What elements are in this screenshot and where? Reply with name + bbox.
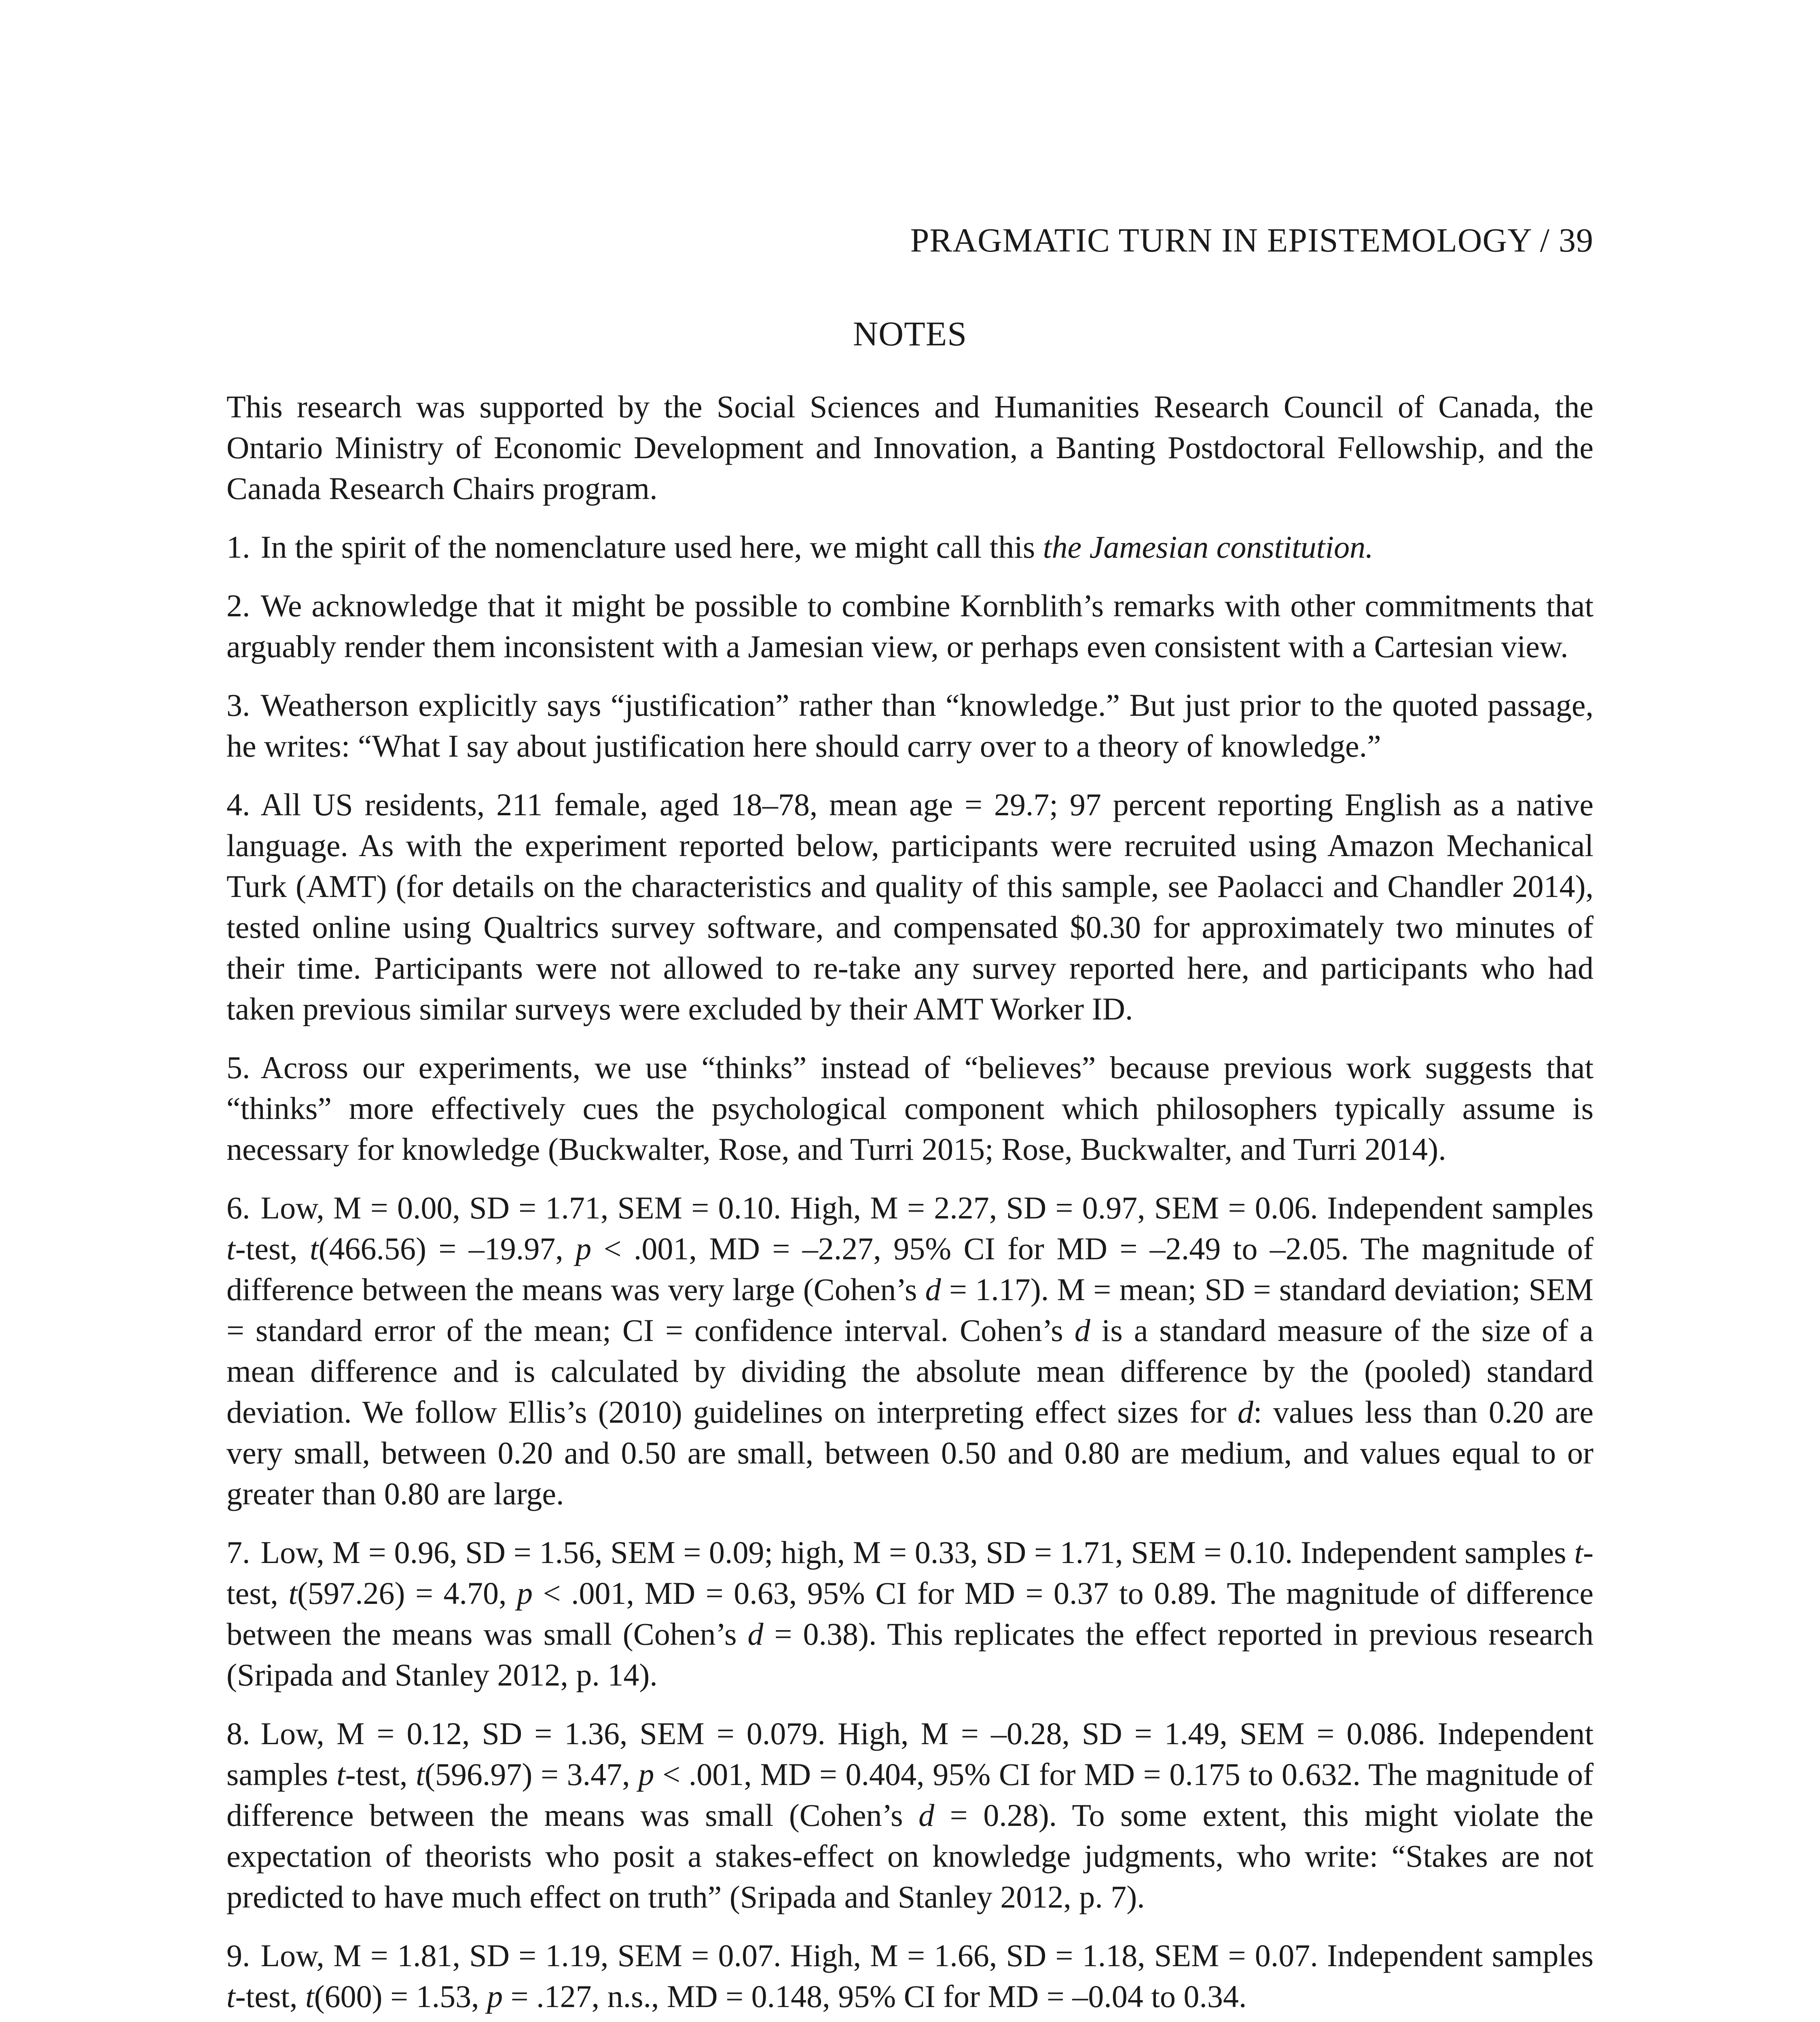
note-1	[226, 527, 1594, 567]
note-text: (596.97) = 3.47,	[424, 1757, 639, 1792]
note-text: t	[309, 1231, 319, 1266]
note-7	[226, 1532, 1594, 1695]
note-number: 8.	[226, 1716, 250, 1751]
note-5	[226, 1047, 1594, 1170]
note-text: (597.26) = 4.70,	[297, 1576, 517, 1611]
note-number: 7.	[226, 1535, 250, 1570]
note-3	[226, 685, 1594, 766]
note-number: 3.	[226, 687, 250, 723]
note-number: 2.	[226, 588, 250, 623]
notes-body	[226, 386, 1594, 2022]
note-text: d	[925, 1272, 941, 1307]
note-text: Weatherson explicitly says “justification” rather than “knowledge.” But just prior to the quoted passage, he writes: “What I say about justification here should carry over to a theory of knowledge.”	[226, 687, 1594, 764]
acknowledgment-paragraph: This research was supported by the Social Sciences and Humanities Research Council of Canada, the Ontario Ministry of Economic Development and Innovation, a Banting Postdoctoral Fellowship, and the Canada Research Chairs program.	[226, 389, 1594, 506]
note-text: p	[576, 1231, 592, 1266]
note-text: = .127, n.s., MD = 0.148, 95% CI for MD = –0.04 to 0.34.	[503, 1979, 1247, 2014]
note-text: Low, M = 0.12, SD = 1.36, SEM = 0.079. High, M = –0.28, SD = 1.49, SEM = 0.086. Independent samples	[226, 1716, 1594, 1792]
note-number: 6.	[226, 1190, 250, 1225]
note-text: < .001, MD = –2.27, 95% CI for MD = –2.49 to –2.05. The magnitude of difference between the means was very large (Cohen’s	[226, 1231, 1594, 1307]
note-text: the Jamesian constitution.	[1043, 529, 1373, 565]
note-text: = 1.17). M = mean; SD = standard deviation; SEM = standard error of the mean; CI = confidence interval. Cohen’s	[226, 1272, 1594, 1348]
note-text: (600) = 1.53,	[314, 1979, 487, 2014]
note-text: t	[305, 1979, 314, 2014]
note-text: is a standard measure of the size of a mean difference and is calculated by dividing the absolute mean difference by the (pooled) standard deviation. We follow Ellis’s (2010) guidelines on interpreting effect sizes for	[226, 1313, 1594, 1430]
notes-list	[226, 527, 1594, 2022]
note-8	[226, 1713, 1594, 1917]
note-number: 1.	[226, 529, 250, 565]
note-text: Low, M = 0.96, SD = 1.56, SEM = 0.09; high, M = 0.33, SD = 1.71, SEM = 0.10. Independent samples	[260, 1535, 1575, 1570]
note-text: t	[288, 1576, 298, 1611]
note-text: d	[918, 1798, 935, 1833]
note-text: d	[1074, 1313, 1090, 1348]
note-text: < .001, MD = 0.404, 95% CI for MD = 0.175 to 0.632. The magnitude of difference between the means was small (Cohen’s	[226, 1757, 1594, 1833]
note-text: -test,	[235, 1231, 310, 1266]
note-text: In the spirit of the nomenclature used here, we might call this	[260, 529, 1043, 565]
note-text: = 0.38). This replicates the effect reported in previous research (Sripada and Stanley 2012, p. 14).	[226, 1616, 1594, 1692]
note-text: t	[336, 1757, 345, 1792]
note-number: 9.	[226, 1938, 250, 1973]
note-text: d	[1237, 1394, 1253, 1430]
note-6	[226, 1187, 1594, 1514]
note-text: : values less than 0.20 are very small, between 0.20 and 0.50 are small, between 0.50 and 0.80 are medium, and values equal to or greater than 0.80 are large.	[226, 1394, 1594, 1511]
note-text: -test,	[235, 1979, 305, 2014]
note-text: t	[416, 1757, 425, 1792]
note-number: 4.	[226, 787, 250, 822]
running-head: PRAGMATIC TURN IN EPISTEMOLOGY / 39	[910, 222, 1594, 259]
note-text: We acknowledge that it might be possible to combine Kornblith’s remarks with other commitments that arguably render them inconsistent with a Jamesian view, or perhaps even consistent with a Cartesian view.	[226, 588, 1594, 664]
note-4	[226, 784, 1594, 1029]
note-text: All US residents, 211 female, aged 18–78, mean age = 29.7; 97 percent reporting English as a native language. As with the experiment reported below, participants were recruited using Amazon Mechanical Turk (AMT) (for details on the characteristics and quality of this sample, see Paolacci and Chandler 2014), tested online using Qualtrics survey software, and compensated $0.30 for approximately two minutes of their time. Participants were not allowed to re-take any survey reported here, and participants who had taken previous similar surveys were excluded by their AMT Worker ID.	[226, 787, 1594, 1026]
note-text: -test,	[345, 1757, 416, 1792]
note-text: d	[747, 1616, 764, 1652]
note-text: t	[1574, 1535, 1583, 1570]
note-text: p	[487, 1979, 503, 2014]
note-text: < .001, MD = 0.63, 95% CI for MD = 0.37 to 0.89. The magnitude of difference between the means was small (Cohen’s	[226, 1576, 1594, 1652]
note-text: = 0.28). To some extent, this might violate the expectation of theorists who posit a stakes-effect on knowledge judgments, who write: “Stakes are not predicted to have much effect on truth” (Sripada and Stanley 2012, p. 7).	[226, 1798, 1594, 1914]
note-text: t	[226, 1979, 235, 2014]
note-number: 5.	[226, 1050, 250, 1085]
note-text: (466.56) = –19.97,	[318, 1231, 576, 1266]
note-text: t	[226, 1231, 235, 1266]
note-text: p	[638, 1757, 654, 1792]
note-2	[226, 585, 1594, 667]
notes-title: NOTES	[853, 314, 967, 353]
note-text: p	[517, 1576, 533, 1611]
note-text: Across our experiments, we use “thinks” instead of “believes” because previous work suggests that “thinks” more effectively cues the psychological component which philosophers typically assume is necessary for knowledge (Buckwalter, Rose, and Turri 2015; Rose, Buckwalter, and Turri 2014).	[226, 1050, 1594, 1167]
note-text: Low, M = 0.00, SD = 1.71, SEM = 0.10. High, M = 2.27, SD = 0.97, SEM = 0.06. Independent samples	[260, 1190, 1594, 1225]
note-text: Low, M = 1.81, SD = 1.19, SEM = 0.07. High, M = 1.66, SD = 1.18, SEM = 0.07. Independent samples	[260, 1938, 1594, 1973]
note-9	[226, 1935, 1594, 2017]
note-text: -test,	[226, 1535, 1594, 1611]
